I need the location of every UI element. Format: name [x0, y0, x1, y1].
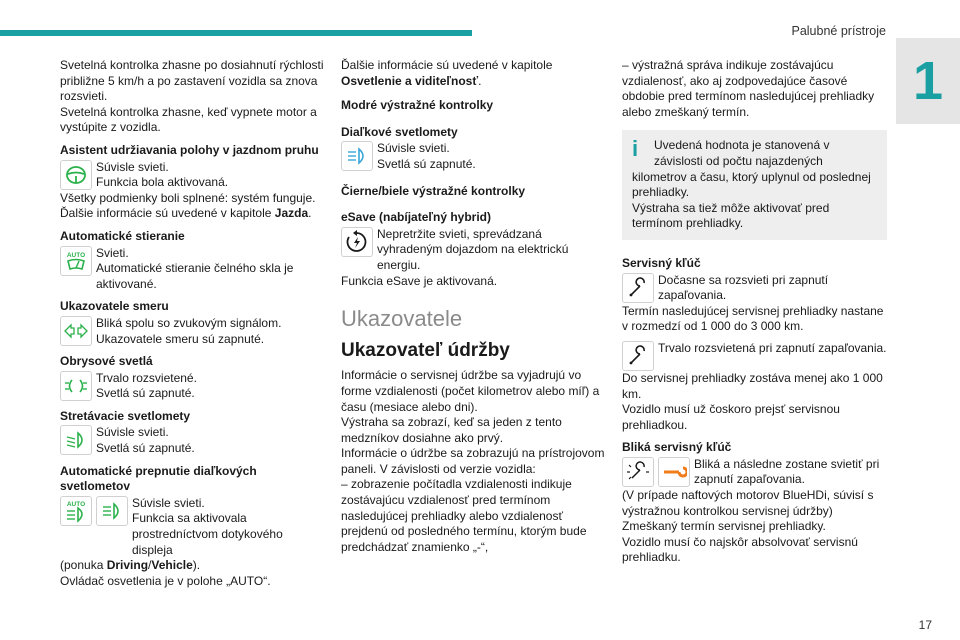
chapter-number: 1: [912, 51, 944, 111]
status-text: Nepretržite svieti, sprevádzaná vyhradeným dojazdom na elektrickú energiu.: [377, 226, 569, 272]
paragraph: Funkcia eSave je aktivovaná.: [341, 273, 498, 288]
status-text: Dočasne sa rozsvieti pri zapnutí zapaľovania.: [658, 272, 829, 303]
auto-wipe-heading: Automatické stieranie: [60, 228, 185, 243]
paragraph: Svetelná kontrolka zhasne po dosiahnutí rýchlosti približne 5 km/h a po zastavení vozidla sa znova rozsvieti.: [60, 58, 324, 104]
dipped-beam-icon: [60, 425, 92, 455]
esave-row: [341, 227, 606, 274]
lane-assist-heading: Asistent udržiavania polohy v jazdnom pruhu: [60, 142, 319, 157]
status-text: Súvisle svieti.: [132, 495, 205, 510]
auto-main-beam-heading: Automatické prepnutie diaľkových svetlometov: [60, 463, 257, 494]
section-heading: Ukazovatele: [341, 306, 463, 332]
paragraph: Zmeškaný termín servisnej prehliadky.: [622, 519, 826, 534]
status-text: Bliká spolu so zvukovým signálom.: [96, 315, 282, 330]
auto-wipe-row: [60, 246, 326, 293]
service-wrench-temp-row: [622, 273, 887, 304]
side-lamps-row: [60, 371, 326, 402]
info-text: Uvedená hodnota je stanovená v závislosti od počtu najazdených kilometrov a času, ktorý uplynul od poslednej prehliadky.: [632, 138, 871, 200]
service-wrench-perm-row: [622, 341, 887, 371]
paragraph: – zobrazenie počítadla vzdialenosti indikuje zostávajúcu vzdialenosť pred termínom nasledujúcej prehliadky alebo vzdialenosť prejdenú od posledného termínu, ktorým bude predchádzať znamienko „-“,: [341, 477, 587, 554]
info-text: Výstraha sa tiež môže aktivovať pred termínom prehliadky.: [632, 200, 830, 231]
service-wrench-heading: Servisný kľúč: [622, 255, 701, 270]
paragraph: (V prípade naftových motorov BlueHDi, súvisí s výstražnou kontrolkou servisnej údržby): [622, 488, 874, 518]
paragraph: Informácie o údržbe sa zobrazujú na prístrojovom paneli. V závislosti od verzie vozidla:: [341, 446, 605, 476]
status-text: Svetlá sú zapnuté.: [96, 386, 195, 401]
status-text: Ukazovatele smeru sú zapnuté.: [96, 331, 265, 346]
column-3: [622, 58, 887, 566]
paragraph: Svetelná kontrolka zhasne, keď vypnete motor a vystúpite z vozidla.: [60, 104, 317, 135]
paragraph: (ponuka Driving/Vehicle).: [60, 558, 201, 573]
esave-heading: eSave (nabíjateľný hybrid): [341, 210, 491, 225]
orange-wrench-icon: [658, 457, 690, 487]
side-lamps-heading: Obrysové svetlá: [60, 354, 153, 369]
paragraph: Do servisnej prehliadky zostáva menej ako 1 000 km.: [622, 370, 883, 401]
info-box: [622, 130, 887, 240]
auto-main-beam-row: [60, 496, 326, 558]
auto-main-beam-icon: [60, 496, 92, 526]
dipped-beam-row: [60, 425, 326, 456]
blinking-wrench-icon: [622, 457, 654, 487]
paragraph: – výstražná správa indikuje zostávajúcu vzdialenosť, ako aj zodpovedajúce časové obdobie pred termínom nasledujúcej prehliadky alebo zmeškaný termín.: [622, 58, 875, 119]
paragraph: Ďalšie informácie sú uvedené v kapitole Osvetlenie a viditeľnosť.: [341, 58, 553, 88]
turn-signal-arrows-icon: [60, 316, 92, 346]
turn-signal-row: [60, 316, 326, 347]
chapter-reference: Osvetlenie a viditeľnosť: [341, 73, 479, 88]
status-text: Funkcia sa aktivovala prostredníctvom dotykového displeja: [132, 511, 283, 557]
svg-text:AUTO: AUTO: [66, 500, 86, 508]
paragraph: Informácie o servisnej údržbe sa vyjadrujú vo forme vzdialenosti (počet kilometrov alebo míľ) a času (mesiace alebo dni).: [341, 368, 600, 414]
menu-reference: Vehicle: [151, 558, 193, 573]
paragraph: Vozidlo musí čo najskôr absolvovať servisnú prehliadku.: [622, 534, 858, 565]
status-text: Súvisle svieti.: [96, 159, 169, 174]
paragraph: Vozidlo musí už čoskoro prejsť servisnou prehliadkou.: [622, 402, 840, 432]
status-text: Trvalo rozsvietené.: [96, 370, 197, 385]
subsection-heading: Ukazovateľ údržby: [341, 339, 510, 361]
dipped-beam-heading: Stretávacie svetlomety: [60, 408, 191, 423]
status-text: Automatické stieranie čelného skla je aktivované.: [96, 261, 294, 291]
page-header-title: Palubné prístroje: [791, 24, 886, 38]
status-text: Trvalo rozsvietená pri zapnutí zapaľovania.: [658, 340, 887, 355]
blinking-wrench-heading: Bliká servisný kľúč: [622, 440, 732, 455]
paragraph: Ďalšie informácie sú uvedené v kapitole Jazda.: [60, 206, 312, 221]
column-1: [60, 58, 326, 589]
status-text: Súvisle svieti.: [96, 425, 169, 440]
chapter-tab: [896, 38, 960, 124]
status-text: Svieti.: [96, 245, 129, 260]
main-beam-blue-icon: [341, 141, 373, 171]
blinking-wrench-row: [622, 457, 887, 488]
info-icon: i: [632, 136, 639, 162]
paragraph: Výstraha sa zobrazí, keď sa jeden z tento medzníkov dosiahne ako prvý.: [341, 415, 562, 445]
main-beam-icon: [96, 496, 128, 526]
status-text: Funkcia bola aktivovaná.: [96, 175, 229, 190]
column-2: [341, 58, 606, 555]
page-number: 17: [918, 618, 932, 632]
status-text: Bliká a následne zostane svietiť pri zapnutí zapaľovania.: [694, 456, 880, 487]
paragraph: Všetky podmienky boli splnené: systém funguje.: [60, 190, 316, 205]
status-text: Súvisle svieti.: [377, 141, 450, 156]
side-lamps-icon: [60, 371, 92, 401]
status-text: Svetlá sú zapnuté.: [377, 156, 476, 171]
status-text: Svetlá sú zapnuté.: [96, 441, 195, 456]
esave-icon: [341, 227, 373, 257]
top-accent-bar: [0, 30, 472, 36]
chapter-reference: Jazda: [274, 206, 309, 221]
bw-warnings-heading: Čierne/biele výstražné kontrolky: [341, 183, 526, 198]
svg-text:AUTO: AUTO: [66, 251, 86, 259]
paragraph: Ovládač osvetlenia je v polohe „AUTO“.: [60, 573, 271, 588]
auto-wipe-icon: [60, 246, 92, 276]
wrench-icon: [622, 273, 654, 303]
main-beam-heading: Diaľkové svetlomety: [341, 124, 458, 139]
turn-signal-heading: Ukazovatele smeru: [60, 299, 169, 314]
lane-assist-icon: [60, 160, 92, 190]
wrench-icon: [622, 341, 654, 371]
blue-warnings-heading: Modré výstražné kontrolky: [341, 98, 494, 113]
menu-reference: Driving: [106, 558, 149, 573]
main-beam-row: [341, 141, 606, 172]
paragraph: Termín nasledujúcej servisnej prehliadky nastane v rozmedzí od 1 000 do 3 000 km.: [622, 303, 884, 334]
lane-assist-row: [60, 160, 326, 191]
